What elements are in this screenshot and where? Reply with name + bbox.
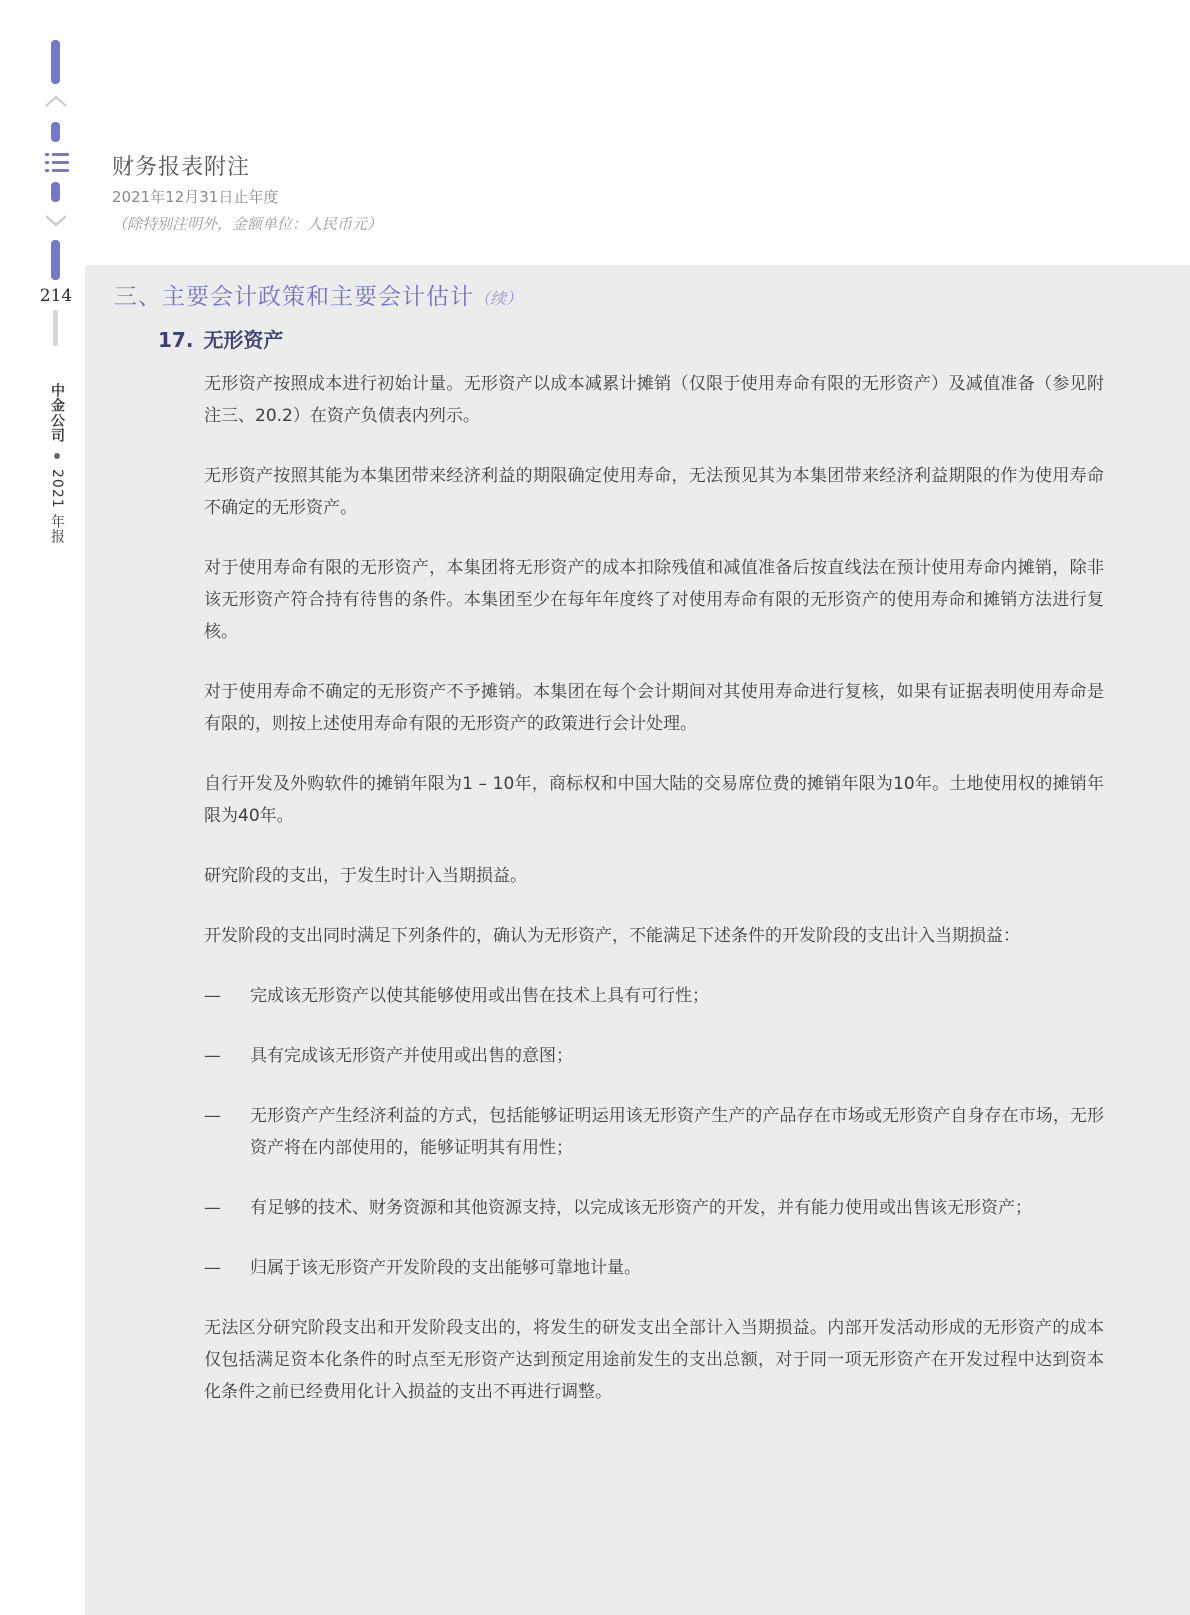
separator-dot-icon bbox=[54, 453, 60, 459]
nav-rail-top bbox=[51, 40, 60, 84]
bullet-dash: — bbox=[204, 986, 221, 1006]
bullet-text: 有足够的技术、财务资源和其他资源支持，以完成该无形资产的开发，并有能力使用或出售该无形资产； bbox=[250, 1198, 1032, 1218]
list-item bbox=[204, 980, 1104, 1012]
list-item bbox=[204, 1040, 1104, 1072]
bullet-dash: — bbox=[204, 1046, 221, 1066]
paragraph: 对于使用寿命有限的无形资产，本集团将无形资产的成本扣除残值和减值准备后按直线法在预计使用寿命内摊销，除非该无形资产符合持有待售的条件。本集团至少在每年年度终了对使用寿命有限的无形资产的使用寿命和摊销方法进行复核。 bbox=[204, 558, 1104, 642]
paragraph: 自行开发及外购软件的摊销年限为1 – 10年，商标权和中国大陆的交易席位费的摊销年限为10年。土地使用权的摊销年限为40年。 bbox=[204, 774, 1104, 826]
nav-rail-segment bbox=[51, 182, 60, 202]
subsection-number: 17. bbox=[158, 328, 194, 352]
company-name: 中金公司 bbox=[49, 383, 65, 443]
nav-rail-segment bbox=[51, 122, 60, 142]
paragraph: 无形资产按照其能为本集团带来经济利益的期限确定使用寿命，无法预见其为本集团带来经济利益期限的作为使用寿命不确定的无形资产。 bbox=[204, 466, 1104, 518]
bullet-text: 完成该无形资产以使其能够使用或出售在技术上具有可行性； bbox=[250, 986, 709, 1006]
bullet-text: 具有完成该无形资产并使用或出售的意图； bbox=[250, 1046, 573, 1066]
bullet-text: 归属于该无形资产开发阶段的支出能够可靠地计量。 bbox=[250, 1258, 641, 1278]
section-title: 三、主要会计政策和主要会计估计 bbox=[114, 284, 474, 310]
unit-note: （除特别注明外，金额单位：人民币元） bbox=[112, 215, 383, 233]
nav-rail-track bbox=[53, 310, 58, 346]
paragraph: 无形资产按照成本进行初始计量。无形资产以成本减累计摊销（仅限于使用寿命有限的无形资产）及减值准备（参见附注三、20.2）在资产负债表内列示。 bbox=[204, 374, 1104, 426]
section-heading bbox=[114, 278, 522, 311]
list-item bbox=[204, 1252, 1104, 1284]
bullet-dash: — bbox=[204, 1198, 221, 1218]
list-item bbox=[204, 1100, 1104, 1164]
report-period: 2021年12月31日止年度 bbox=[112, 188, 279, 206]
subsection-title: 无形资产 bbox=[203, 328, 284, 352]
bullet-text: 无形资产产生经济利益的方式，包括能够证明运用该无形资产生产的产品存在市场或无形资产自身存在市场，无形资产将在内部使用的，能够证明其有用性； bbox=[250, 1106, 1104, 1158]
bullet-dash: — bbox=[204, 1106, 221, 1126]
page-title: 财务报表附注 bbox=[112, 155, 251, 180]
list-item bbox=[204, 1192, 1104, 1224]
nav-rail-segment bbox=[51, 240, 60, 280]
report-year: 2021 年报 bbox=[49, 469, 65, 545]
chevron-down-icon[interactable] bbox=[44, 214, 68, 228]
body-text bbox=[204, 368, 1104, 1436]
closing-paragraph: 无法区分研究阶段支出和开发阶段支出的，将发生的研发支出全部计入当期损益。内部开发活动形成的无形资产的成本仅包括满足资本化条件的时点至无形资产达到预定用途前发生的支出总额，对于同一项无形资产在开发过程中达到资本化条件之前已经费用化计入损益的支出不再进行调整。 bbox=[204, 1318, 1104, 1402]
paragraph: 对于使用寿命不确定的无形资产不予摊销。本集团在每个会计期间对其使用寿命进行复核，如果有证据表明使用寿命是有限的，则按上述使用寿命有限的无形资产的政策进行会计处理。 bbox=[204, 682, 1104, 734]
paragraph: 研究阶段的支出，于发生时计入当期损益。 bbox=[204, 866, 527, 886]
paragraph: 开发阶段的支出同时满足下列条件的，确认为无形资产，不能满足下述条件的开发阶段的支出计入当期损益： bbox=[204, 926, 1020, 946]
bullet-dash: — bbox=[204, 1258, 221, 1278]
section-continued: （续） bbox=[474, 289, 523, 308]
report-spine-label bbox=[45, 383, 67, 544]
chevron-up-icon[interactable] bbox=[44, 94, 68, 108]
subsection-heading bbox=[158, 324, 283, 353]
page-number: 214 bbox=[39, 286, 73, 306]
list-menu-icon[interactable] bbox=[44, 150, 70, 176]
